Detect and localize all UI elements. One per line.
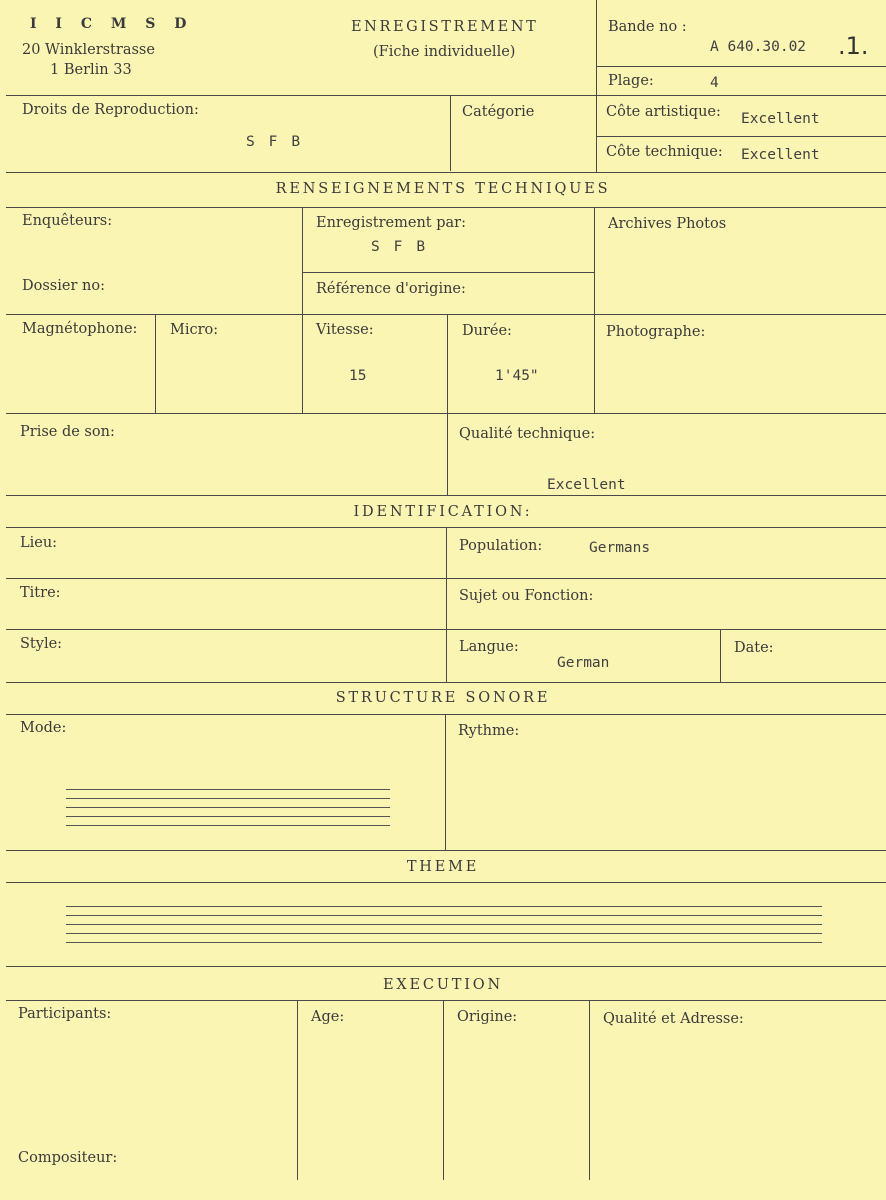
categorie-divider xyxy=(450,95,451,171)
vitesse-label: Vitesse: xyxy=(316,322,374,338)
theme-staff-line xyxy=(66,906,822,907)
execution-heading-line xyxy=(6,1000,886,1001)
plage-top-line xyxy=(596,66,886,67)
participants-label: Participants: xyxy=(18,1006,112,1022)
population-label: Population: xyxy=(459,538,543,554)
identification-bottom-line xyxy=(6,682,886,683)
theme-staff-line xyxy=(66,933,822,934)
mode-staff-line xyxy=(66,807,390,808)
duree-label: Durée: xyxy=(462,323,512,339)
duree-divider xyxy=(447,314,448,413)
bande-handwritten-number: .1. xyxy=(838,32,869,60)
theme-heading: THEME xyxy=(406,859,480,875)
technical-heading: RENSEIGNEMENTS TECHNIQUES xyxy=(275,181,611,197)
structure-sonore-heading: STRUCTURE SONORE xyxy=(335,690,551,706)
bande-value: A 640.30.02 xyxy=(710,39,807,55)
origine-label: Origine: xyxy=(457,1009,518,1025)
duree-value: 1'45" xyxy=(495,368,539,384)
form-subtitle: (Fiche individuelle) xyxy=(373,44,516,60)
cote-divider-line xyxy=(596,136,886,137)
enregistrement-par-label: Enregistrement par: xyxy=(316,215,466,231)
theme-staff-line xyxy=(66,942,822,943)
qualite-technique-label: Qualité technique: xyxy=(459,426,596,442)
rights-bottom-line xyxy=(6,172,886,173)
address-line2: 1 Berlin 33 xyxy=(50,62,132,78)
equipment-bottom-line xyxy=(6,413,886,414)
lieu-label: Lieu: xyxy=(20,535,58,551)
date-label: Date: xyxy=(734,640,774,656)
micro-divider xyxy=(155,314,156,413)
magnetophone-label: Magnétophone: xyxy=(22,321,138,337)
cote-technique-label: Côte technique: xyxy=(606,144,723,160)
address-line1: 20 Winklerstrasse xyxy=(22,42,155,58)
droits-value: S F B xyxy=(246,134,303,150)
origine-divider xyxy=(443,1000,444,1180)
mode-staff-line xyxy=(66,816,390,817)
archives-divider xyxy=(594,207,595,413)
form-title: ENREGISTREMENT xyxy=(351,19,539,35)
langue-label: Langue: xyxy=(459,639,519,655)
theme-staff-line xyxy=(66,915,822,916)
plage-label: Plage: xyxy=(608,73,654,89)
dossier-label: Dossier no: xyxy=(22,278,105,294)
structure-heading-line xyxy=(6,714,886,715)
compositeur-label: Compositeur: xyxy=(18,1150,118,1166)
vitesse-value: 15 xyxy=(349,368,367,384)
population-value: Germans xyxy=(589,540,651,556)
equipment-top-line xyxy=(6,314,886,315)
rythme-label: Rythme: xyxy=(458,723,520,739)
photographe-label: Photographe: xyxy=(606,324,706,340)
mode-staff-line xyxy=(66,825,390,826)
mode-label: Mode: xyxy=(20,720,67,736)
enquete-divider xyxy=(302,207,303,413)
enregistrement-par-value: S F B xyxy=(371,239,428,255)
org-name: I I C M S D xyxy=(30,16,194,32)
execution-heading: EXECUTION xyxy=(383,977,503,993)
date-divider xyxy=(720,629,721,682)
theme-staff-line xyxy=(66,924,822,925)
qualite-adresse-label: Qualité et Adresse: xyxy=(603,1011,744,1027)
enqueteurs-label: Enquêteurs: xyxy=(22,213,113,229)
theme-heading-line xyxy=(6,882,886,883)
style-label: Style: xyxy=(20,636,63,652)
plage-value: 4 xyxy=(710,75,719,91)
categorie-label: Catégorie xyxy=(462,104,535,120)
cote-artistique-label: Côte artistique: xyxy=(606,104,721,120)
mode-staff-line xyxy=(66,789,390,790)
age-divider xyxy=(297,1000,298,1180)
technical-bottom-line xyxy=(6,495,886,496)
sujet-fonction-label: Sujet ou Fonction: xyxy=(459,588,594,604)
reference-top-line xyxy=(302,272,594,273)
identification-heading: IDENTIFICATION: xyxy=(353,504,533,520)
qualite-adresse-divider xyxy=(589,1000,590,1180)
micro-label: Micro: xyxy=(170,322,219,338)
qualite-technique-value: Excellent xyxy=(547,477,626,493)
age-label: Age: xyxy=(311,1009,345,1025)
qualite-divider xyxy=(447,413,448,495)
reference-origine-label: Référence d'origine: xyxy=(316,281,466,297)
cote-artistique-value: Excellent xyxy=(741,111,820,127)
titre-top-line xyxy=(6,578,886,579)
langue-value: German xyxy=(557,655,610,671)
titre-label: Titre: xyxy=(20,585,61,601)
mode-staff-line xyxy=(66,798,390,799)
bande-label: Bande no : xyxy=(608,19,687,35)
archives-photos-label: Archives Photos xyxy=(608,216,727,232)
rythme-divider xyxy=(445,714,446,850)
technical-heading-line xyxy=(6,207,886,208)
prise-de-son-label: Prise de son: xyxy=(20,424,115,440)
header-bottom-line xyxy=(6,95,886,96)
header-right-divider xyxy=(596,0,597,172)
structure-bottom-line xyxy=(6,850,886,851)
style-top-line xyxy=(6,629,886,630)
identification-divider xyxy=(446,527,447,682)
theme-bottom-line xyxy=(6,966,886,967)
cote-technique-value: Excellent xyxy=(741,147,820,163)
droits-label: Droits de Reproduction: xyxy=(22,102,199,118)
